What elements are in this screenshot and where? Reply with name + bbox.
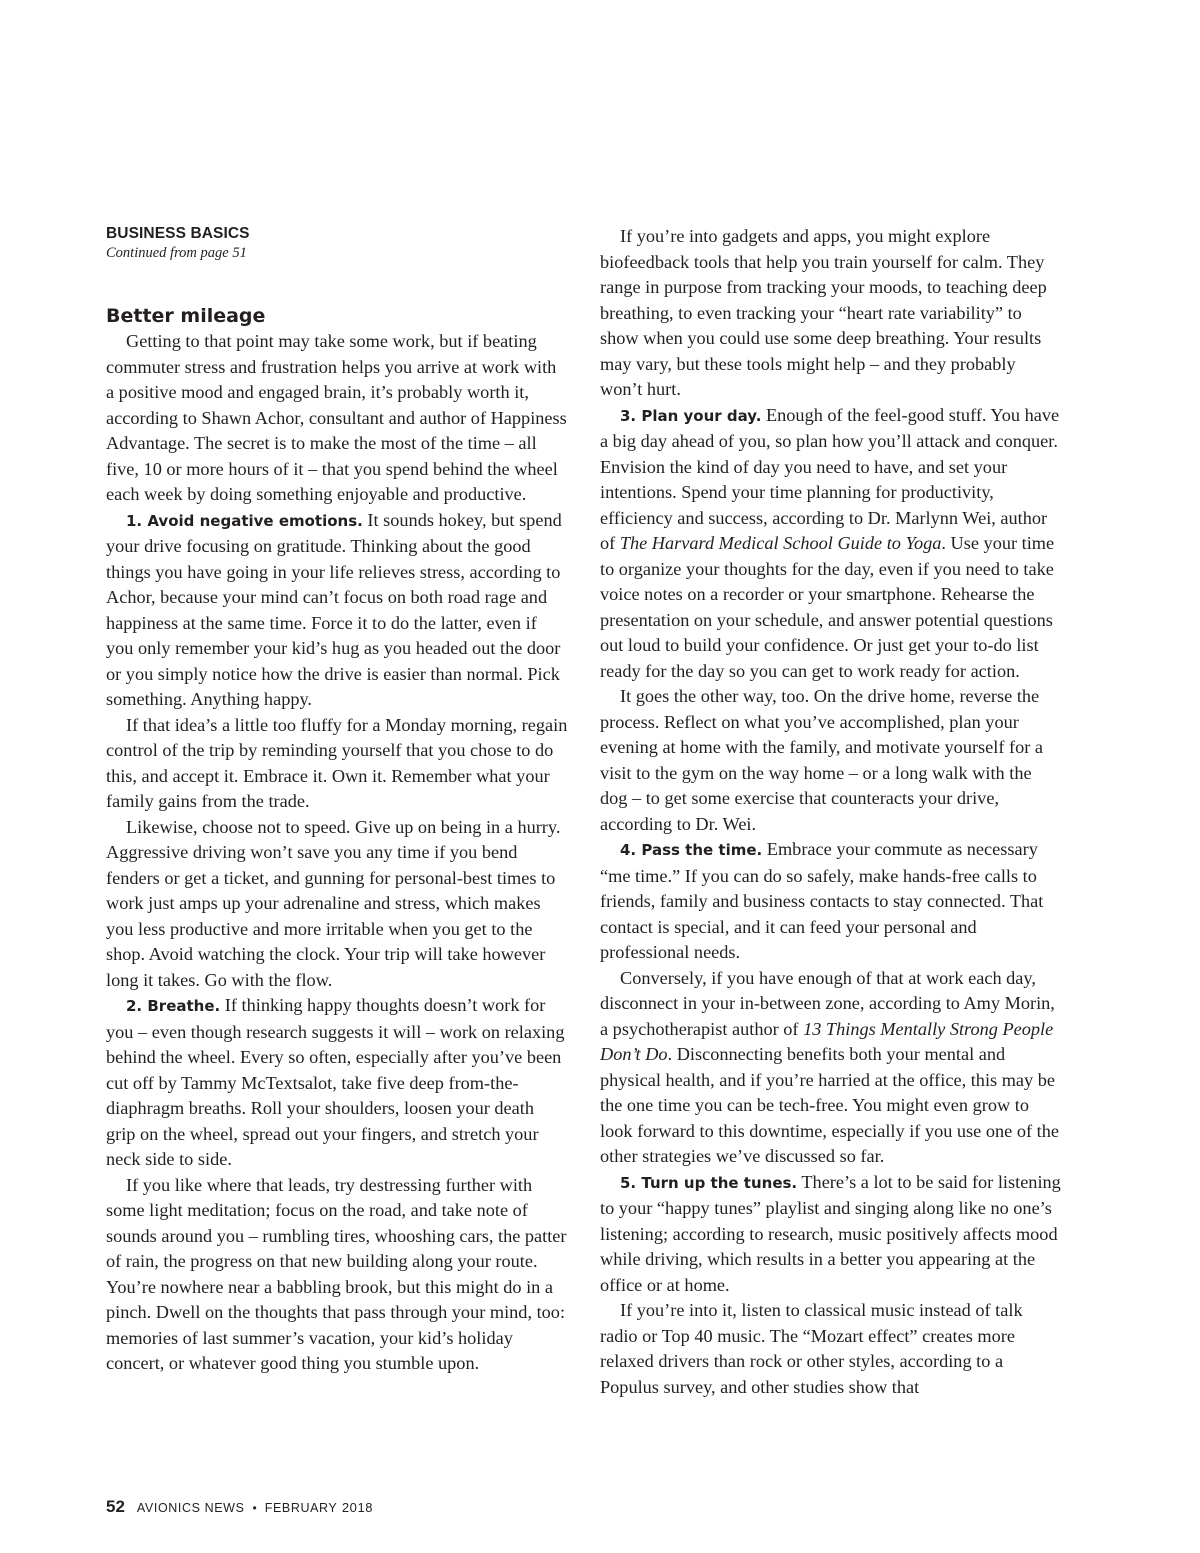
publication-name: AVIONICS NEWS: [136, 1501, 245, 1515]
tip-paragraph: [106, 508, 568, 713]
tip-paragraph: [106, 993, 568, 1173]
issue-month: FEBRUARY: [264, 1501, 338, 1515]
left-column: [106, 224, 568, 1377]
page-footer: [106, 1497, 373, 1517]
tip-text: . Use your time to organize your thoughts for the day, even if you need to take voice notes on a recorder or your smartphone. Rehearse the presentation on your schedule, and answer potential questions out loud to build your confidence. Or just get your to-do list ready for the day so you can get to work ready for action.: [600, 533, 1055, 681]
section-label: BUSINESS BASICS: [106, 225, 250, 242]
book-title: 13 Things Mentally Strong People Don’t Do: [600, 1018, 1054, 1064]
right-column: [600, 224, 1062, 1400]
tip-text: There’s a lot to be said for listening to your “happy tunes” playlist and singing along like no one’s listening; according to research, music positively affects mood while driving, which results in a better you appearing at the office or at home.: [600, 1171, 1061, 1295]
paragraph: If you’re into gadgets and apps, you might explore biofeedback tools that help you train yourself for calm. They range in purpose from tracking your moods, to teaching deep breathing, to even tracking your “heart rate variability” to show when you could use some deep breathing. Your results may vary, but these tools might help – and they probably won’t hurt.: [600, 226, 1047, 399]
paragraph: If you like where that leads, try destressing further with some light meditation; focus on the road, and take note of sounds around you – rumbling tires, whooshing cars, the patter of rain, the progress on that new building along your route. You’re nowhere near a babbling brook, but this might do in a pinch. Dwell on the thoughts that pass through your mind, too: memories of last summer’s vacation, your kid’s holiday concert, or whatever good thing you stumble upon.: [106, 1174, 567, 1373]
issue-year: 2018: [341, 1500, 374, 1515]
tip-text: If thinking happy thoughts doesn’t work for you – even though research suggests it will – work on relaxing behind the wheel. Every so often, especially after you’ve been cut off by Tammy McTextsalot, take five deep from-the-diaphragm breaths. Roll your shoulders, loosen your death grip on the wheel, spread out your fingers, and stretch your neck side to side.: [106, 995, 565, 1169]
paragraph: [600, 966, 1062, 1170]
paragraph-text: . Disconnecting benefits both your mental and physical health, and if you’re harried at the office, this may be the one time you can be tech-free. You might even grow to look forward to this downtime, especially if you use one of the other strategies we’ve discussed so far.: [600, 1044, 1059, 1166]
tip-paragraph: [600, 1170, 1062, 1299]
tip-text: Embrace your commute as necessary “me time.” If you can do so safely, make hands-free calls to friends, family and business contacts to stay connected. That contact is special, and it can feed your personal and professional needs.: [600, 839, 1044, 962]
continued-note: Continued from page 51: [106, 245, 247, 261]
paragraph: Likewise, choose not to speed. Give up on being in a hurry. Aggressive driving won’t save you any time if you bend fenders or get a ticket, and gunning for personal-best times to work just amps up your adrenaline and stress, which makes you less productive and more irritable when you get to the shop. Avoid watching the clock. Your trip will take however long it takes. Go with the flow.: [106, 816, 561, 990]
tip-heading: 4. Pass the time.: [620, 841, 763, 859]
tip-paragraph: [600, 403, 1062, 685]
tip-heading: 3. Plan your day.: [620, 406, 762, 425]
tip-heading: 1. Avoid negative emotions.: [126, 511, 363, 530]
page-number: 52: [106, 1497, 125, 1516]
tip-text: Enough of the feel-good stuff. You have a big day ahead of you, so plan how you’ll attack and conquer. Envision the kind of day you need to have, and set your intentions. Spend your time planning for productivity, efficiency and success, according to Dr. Marlynn Wei, author of: [600, 404, 1060, 553]
tip-paragraph: [600, 837, 1062, 966]
paragraph: Getting to that point may take some work, but if beating commuter stress and frustration helps you arrive at work with a positive mood and engaged brain, it’s probably worth it, according to Shawn Achor, consultant and author of Happiness Advantage. The secret is to make the most of the time – all five, 10 or more hours of it – that you spend behind the wheel each week by doing something enjoyable and productive.: [106, 331, 567, 504]
paragraph-text: Conversely, if you have enough of that at work each day, disconnect in your in-between zone, according to Amy Morin, a psychotherapist author of: [600, 967, 1055, 1039]
paragraph: If you’re into it, listen to classical music instead of talk radio or Top 40 music. The “Mozart effect” creates more relaxed drivers than rock or other styles, according to a Populus survey, and other studies show that: [600, 1300, 1023, 1397]
book-title: The Harvard Medical School Guide to Yoga: [619, 533, 942, 553]
tip-text: It sounds hokey, but spend your drive focusing on gratitude. Thinking about the good things you have going in your life relieves stress, according to Achor, because your mind can’t focus on both road rage and happiness at the same time. Force it to do the latter, even if you only remember your kid’s hug as you headed out the door or you simply notice how the drive is easier than normal. Pick something. Anything happy.: [106, 509, 562, 709]
article-subheading: Better mileage: [106, 305, 266, 327]
footer-bullet: •: [252, 1501, 257, 1515]
tip-heading: 5. Turn up the tunes.: [620, 1173, 798, 1192]
paragraph: If that idea’s a little too fluffy for a Monday morning, regain control of the trip by reminding yourself that you chose to do this, and accept it. Embrace it. Own it. Remember what your family gains from the trade.: [106, 714, 568, 811]
tip-heading: 2. Breathe.: [126, 997, 221, 1015]
paragraph: It goes the other way, too. On the drive home, reverse the process. Reflect on what you’ve accomplished, plan your evening at home with the family, and motivate yourself for a visit to the gym on the way home – or a long walk with the dog – to get some exercise that counteracts your drive, according to Dr. Wei.: [600, 686, 1044, 834]
